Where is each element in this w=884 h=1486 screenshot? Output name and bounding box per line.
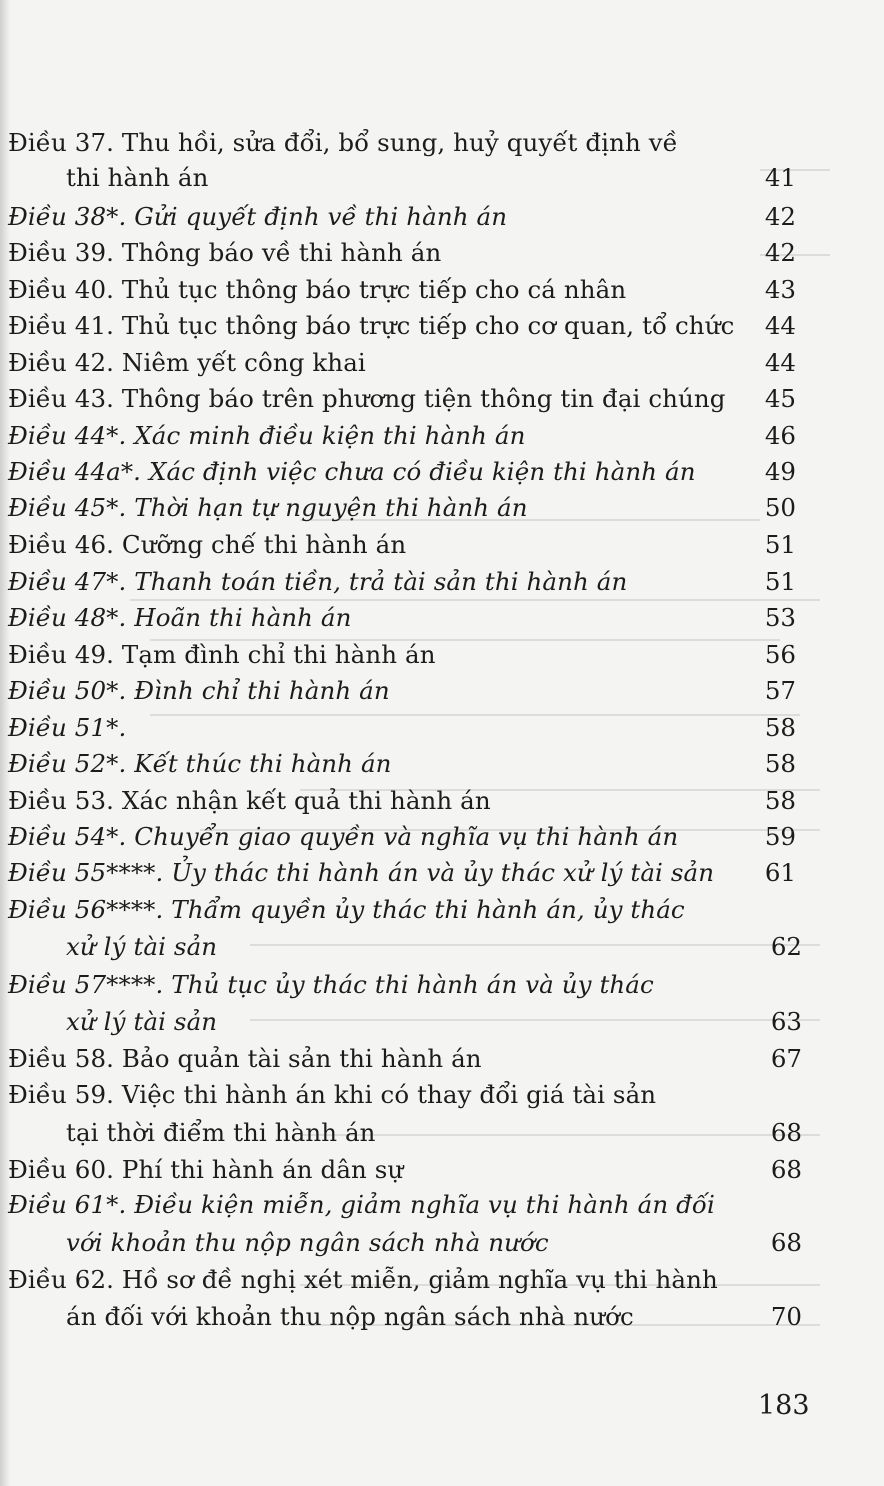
- toc-entry-page: 68: [770, 1155, 802, 1184]
- toc-entry-page: 57: [764, 676, 796, 705]
- toc-entry-page: 67: [770, 1044, 802, 1073]
- toc-entry-title: Điều 50*. Đình chỉ thi hành án: [8, 676, 390, 705]
- toc-entry-title: Điều 48*. Hoãn thi hành án: [8, 603, 352, 632]
- toc-entry-title-continued: tại thời điểm thi hành án: [66, 1118, 376, 1147]
- toc-entry-title: Điều 52*. Kết thúc thi hành án: [8, 749, 392, 778]
- toc-entry-page: 46: [764, 421, 796, 450]
- toc-entry-title: Điều 53. Xác nhận kết quả thi hành án: [8, 786, 491, 815]
- toc-entry-page: 70: [770, 1302, 802, 1331]
- toc-entry-page: 59: [764, 822, 796, 851]
- toc-entry-title: Điều 44a*. Xác định việc chưa có điều kiện thi hành án: [8, 457, 696, 486]
- toc-entry-page: 42: [764, 202, 796, 231]
- toc-entry-title: Điều 46. Cưỡng chế thi hành án: [8, 530, 407, 559]
- toc-entry-title: Điều 42. Niêm yết công khai: [8, 348, 366, 377]
- toc-entry-page: 53: [764, 603, 796, 632]
- toc-entry-page: 63: [770, 1007, 802, 1036]
- toc-entry-page: 58: [764, 713, 796, 742]
- toc-entry-page: 51: [764, 567, 796, 596]
- toc-entry-title: Điều 60. Phí thi hành án dân sự: [8, 1155, 404, 1184]
- toc-entry-title-continued: xử lý tài sản: [66, 932, 218, 961]
- toc-entry-title: Điều 56****. Thẩm quyền ủy thác thi hành án, ủy thác: [8, 895, 685, 924]
- toc-entry-title-continued: án đối với khoản thu nộp ngân sách nhà nước: [66, 1302, 634, 1331]
- toc-entry-title: Điều 47*. Thanh toán tiền, trả tài sản thi hành án: [8, 567, 628, 596]
- toc-entry-page: 61: [764, 858, 796, 887]
- toc-entry-title: Điều 45*. Thời hạn tự nguyện thi hành án: [8, 493, 528, 522]
- toc-entry-title: Điều 61*. Điều kiện miễn, giảm nghĩa vụ thi hành án đối: [8, 1190, 715, 1219]
- toc-entry-title: Điều 37. Thu hồi, sửa đổi, bổ sung, huỷ quyết định về: [8, 128, 678, 157]
- toc-entry-title: Điều 51*.: [8, 713, 127, 742]
- toc-entry-page: 62: [770, 932, 802, 961]
- toc-entry-page: 49: [764, 457, 796, 486]
- toc-entry-title: Điều 54*. Chuyển giao quyền và nghĩa vụ thi hành án: [8, 822, 679, 851]
- toc-entry-page: 50: [764, 493, 796, 522]
- toc-entry-title: Điều 39. Thông báo về thi hành án: [8, 238, 442, 267]
- toc-entry-page: 42: [764, 238, 796, 267]
- toc-entry-page: 44: [764, 348, 796, 377]
- toc-entry-page: 58: [764, 786, 796, 815]
- toc-entry-title: Điều 40. Thủ tục thông báo trực tiếp cho cá nhân: [8, 275, 627, 304]
- toc-entry-title: Điều 49. Tạm đình chỉ thi hành án: [8, 640, 436, 669]
- toc-entry-title-continued: với khoản thu nộp ngân sách nhà nước: [66, 1228, 549, 1257]
- toc-entry-title: Điều 44*. Xác minh điều kiện thi hành án: [8, 421, 526, 450]
- toc-entry-title: Điều 62. Hồ sơ đề nghị xét miễn, giảm nghĩa vụ thi hành: [8, 1265, 718, 1294]
- toc-entry-page: 41: [764, 163, 796, 192]
- toc-entry-title-continued: thi hành án: [66, 163, 209, 192]
- toc-entry-page: 68: [770, 1118, 802, 1147]
- toc-entry-page: 58: [764, 749, 796, 778]
- toc-entry-page: 43: [764, 275, 796, 304]
- toc-entry-page: 56: [764, 640, 796, 669]
- toc-entry-title: Điều 55****. Ủy thác thi hành án và ủy thác xử lý tài sản: [8, 858, 715, 887]
- toc-entry-title: Điều 57****. Thủ tục ủy thác thi hành án và ủy thác: [8, 970, 654, 999]
- toc-entry-title: Điều 38*. Gửi quyết định về thi hành án: [8, 202, 508, 231]
- page-number: 183: [758, 1390, 810, 1421]
- toc-entry-page: 45: [764, 384, 796, 413]
- toc-entry-title: Điều 58. Bảo quản tài sản thi hành án: [8, 1044, 482, 1073]
- toc-entry-title: Điều 43. Thông báo trên phương tiện thông tin đại chúng: [8, 384, 726, 413]
- toc-entry-title: Điều 41. Thủ tục thông báo trực tiếp cho cơ quan, tổ chức: [8, 311, 735, 340]
- toc-entry-title: Điều 59. Việc thi hành án khi có thay đổi giá tài sản: [8, 1080, 657, 1109]
- toc-entry-page: 51: [764, 530, 796, 559]
- toc-entry-title-continued: xử lý tài sản: [66, 1007, 218, 1036]
- toc-entry-page: 44: [764, 311, 796, 340]
- toc-entry-page: 68: [770, 1228, 802, 1257]
